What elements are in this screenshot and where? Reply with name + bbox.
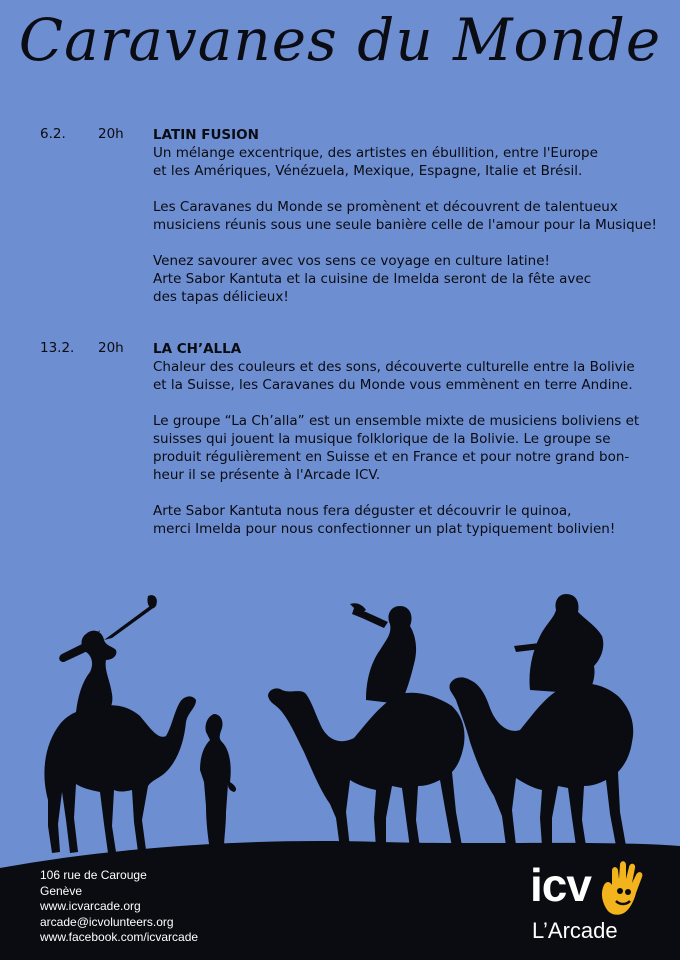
event-body bbox=[153, 126, 673, 324]
event-date: 6.2. bbox=[40, 126, 66, 142]
event-paragraph bbox=[153, 144, 673, 180]
camel-violin-rider bbox=[268, 603, 465, 848]
email-link[interactable]: arcade@icvolunteers.org bbox=[40, 914, 174, 929]
text-line: musiciens réunis sous une seule banière celle de l'amour pour la Musique! bbox=[153, 217, 657, 233]
text-line: Le groupe “La Ch’alla” est un ensemble mixte de musiciens boliviens et bbox=[153, 413, 640, 429]
event-title: LATIN FUSION bbox=[153, 127, 259, 143]
footer-contact-block bbox=[40, 868, 198, 946]
text-line: Arte Sabor Kantuta et la cuisine de Imelda seront de la fête avec bbox=[153, 271, 592, 287]
walking-figure bbox=[200, 714, 236, 850]
event-paragraph bbox=[153, 358, 673, 394]
event-paragraph bbox=[153, 252, 673, 306]
hand-icon bbox=[598, 861, 644, 915]
event-time: 20h bbox=[98, 126, 124, 142]
text-line: Un mélange excentrique, des artistes en ébullition, entre l'Europe bbox=[153, 145, 598, 161]
facebook-link[interactable]: www.facebook.com/icvarcade bbox=[40, 930, 199, 944]
event-body bbox=[153, 340, 673, 556]
event-time: 20h bbox=[98, 340, 124, 356]
text-line: et la Suisse, les Caravanes du Monde vous emmènent en terre Andine. bbox=[153, 377, 633, 393]
event-paragraph bbox=[153, 502, 673, 538]
text-line: heur il se présente à l'Arcade ICV. bbox=[153, 467, 381, 483]
text-line: Venez savourer avec vos sens ce voyage en culture latine! bbox=[153, 253, 550, 269]
text-line: et les Amériques, Vénézuela, Mexique, Espagne, Italie et Brésil. bbox=[153, 163, 583, 179]
address-city: Genève bbox=[40, 883, 83, 898]
event-paragraph bbox=[153, 412, 673, 484]
website-link[interactable]: www.icvarcade.org bbox=[40, 899, 141, 913]
event-paragraph bbox=[153, 198, 673, 234]
camel-guitar-rider bbox=[449, 594, 633, 846]
text-line: Arte Sabor Kantuta nous fera déguster et découvrir le quinoa, bbox=[153, 503, 572, 519]
text-line: Chaleur des couleurs et des sons, découverte culturelle entre la Bolivie bbox=[153, 359, 635, 375]
icv-arcade-logo bbox=[526, 855, 656, 955]
text-line: produit régulièrement en Suisse et en France et pour notre grand bon- bbox=[153, 449, 630, 465]
event-date: 13.2. bbox=[40, 340, 75, 356]
address-street: 106 rue de Carouge bbox=[40, 868, 147, 882]
text-line: merci Imelda pour nous confectionner un plat typiquement bolivien! bbox=[153, 521, 616, 537]
logo-subtitle: L’Arcade bbox=[532, 918, 618, 943]
logo-wordmark: icv bbox=[530, 859, 591, 911]
event-title: LA CH’ALLA bbox=[153, 341, 242, 357]
text-line: des tapas délicieux! bbox=[153, 289, 289, 305]
poster-title: Caravanes du Monde bbox=[18, 6, 662, 74]
camel-trombone-rider bbox=[44, 595, 196, 853]
text-line: suisses qui jouent la musique folklorique de la Bolivie. Le groupe se bbox=[153, 431, 611, 447]
text-line: Les Caravanes du Monde se promènent et découvrent de talentueux bbox=[153, 199, 618, 215]
